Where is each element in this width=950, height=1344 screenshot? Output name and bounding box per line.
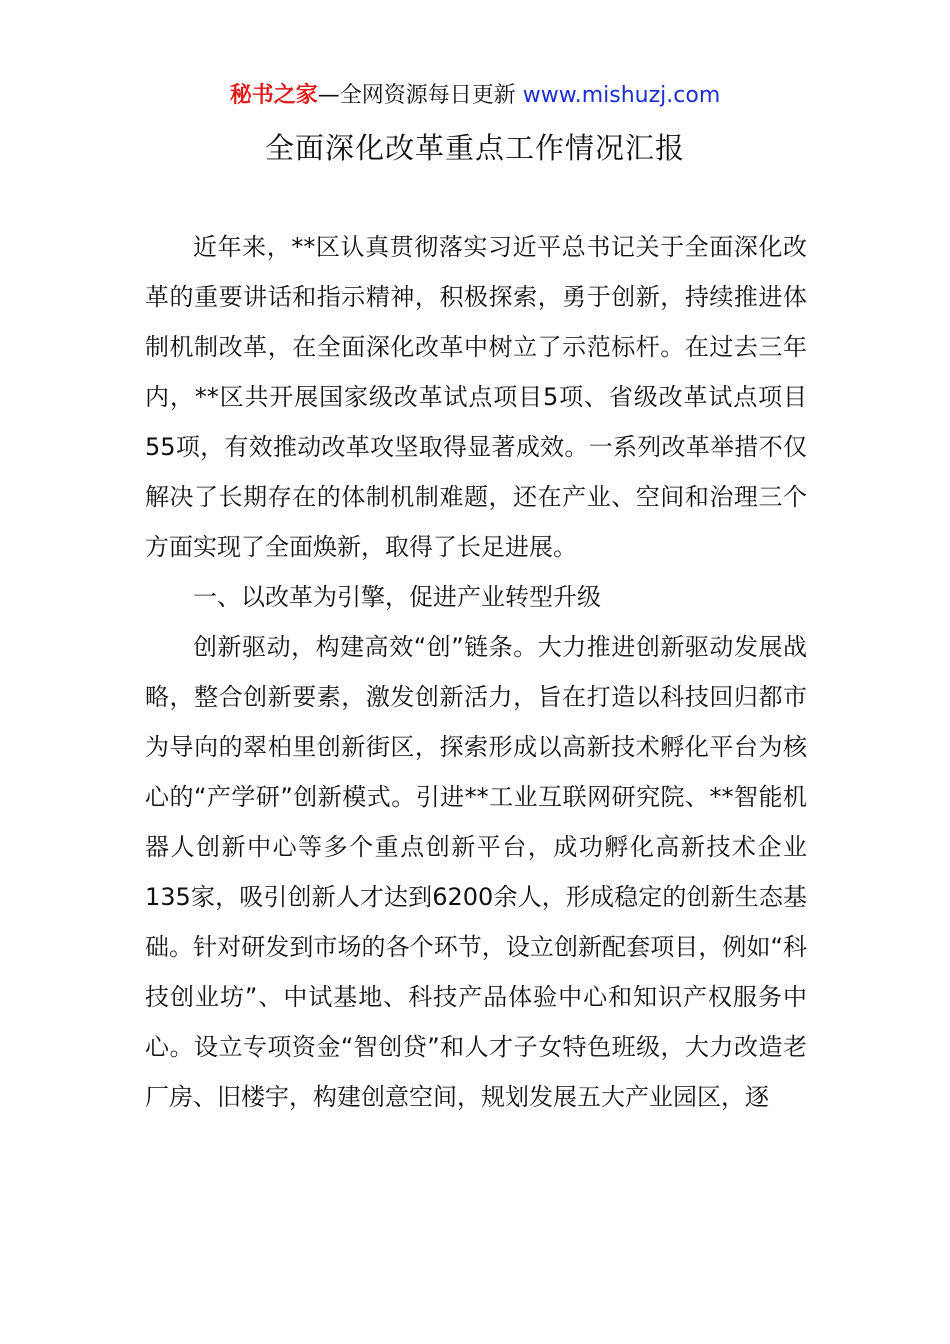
section-paragraph: 创新驱动，构建高效“创”链条。大力推进创新驱动发展战略，整合创新要素，激发创新活力，旨在打造以科技回归都市为导向的翠柏里创新街区，探索形成以高新技术孵化平台为核心的“产学研”创新模式。引进**工业互联网研究院、**智能机器人创新中心等多个重点创新平台，成功孵化高新技术企业135家，吸引创新人才达到6200余人，形成稳定的创新生态基础。针对研发到市场的各个环节，设立创新配套项目，例如“科技创业坊”、中试基地、科技产品体验中心和知识产权服务中心。设立专项资金“智创贷”和人才子女特色班级，大力改造老厂房、旧楼宇，构建创意空间，规划发展五大产业园区，逐 bbox=[145, 633, 807, 1111]
banner-tagline: —全网资源每日更新 bbox=[317, 83, 523, 108]
document-title: 全面深化改革重点工作情况汇报 bbox=[264, 131, 685, 165]
document-body bbox=[145, 222, 807, 1122]
section-heading: 一、以改革为引擎，促进产业转型升级 bbox=[193, 583, 601, 611]
intro-paragraph: 近年来，**区认真贯彻落实习近平总书记关于全面深化改革的重要讲话和指示精神，积极探索，勇于创新，持续推进体制机制改革，在全面深化改革中树立了示范标杆。在过去三年内，**区共开展国家级改革试点项目5项、省级改革试点项目55项，有效推动改革攻坚取得显著成效。一系列改革举措不仅解决了长期存在的体制机制难题，还在产业、空间和治理三个方面实现了全面焕新，取得了长足进展。 bbox=[145, 233, 807, 561]
site-banner bbox=[0, 80, 950, 112]
banner-site-url[interactable]: www.mishuzj.com bbox=[522, 83, 721, 108]
banner-brand: 秘书之家 bbox=[229, 83, 318, 108]
